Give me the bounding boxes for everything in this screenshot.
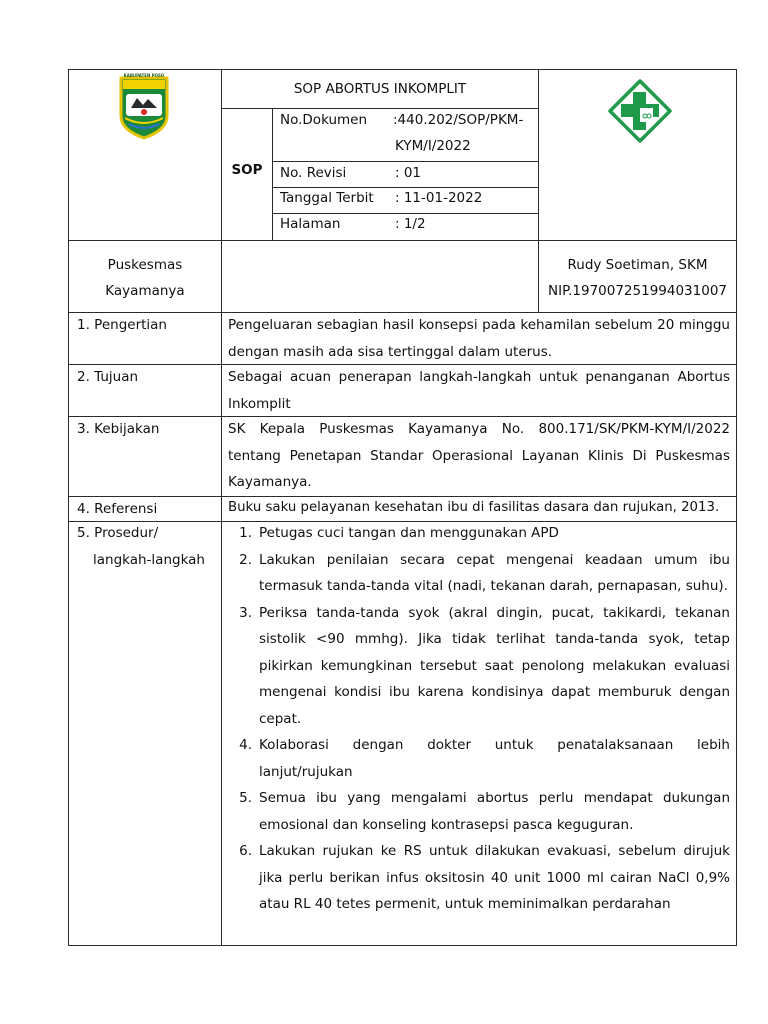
meta-label-no-dokumen: No.Dokumen <box>280 112 368 128</box>
meta-value-tanggal-terbit: : 11-01-2022 <box>395 190 483 206</box>
step-number: 4. <box>239 737 252 753</box>
header-sop-divider <box>272 108 273 240</box>
sop-label: SOP <box>231 162 263 178</box>
step-number: 5. <box>239 790 252 806</box>
section-text-pengertian: Pengeluaran sebagian hasil konsepsi pada kehamilan sebelum 20 minggu dengan masih ada sisa tertinggal dalam uterus. <box>228 317 730 360</box>
row-line-header <box>68 240 737 241</box>
procedure-step <box>228 838 730 918</box>
table-border-bottom <box>68 945 737 946</box>
procedure-step <box>228 600 730 733</box>
step-text: Petugas cuci tangan dan menggunakan APD <box>259 525 559 541</box>
procedure-label-line1: 5. Prosedur/ <box>77 525 159 541</box>
section-text-tujuan: Sebagai acuan penerapan langkah-langkah untuk penanganan Abortus Inkomplit <box>228 369 730 412</box>
procedure-step <box>228 520 730 547</box>
meta-label-tanggal-terbit: Tanggal Terbit <box>280 190 374 206</box>
table-border-right <box>736 69 737 946</box>
meta-label-halaman: Halaman <box>280 216 341 232</box>
section-text-referensi: Buku saku pelayanan kesehatan ibu di fasilitas dasara dan rujukan, 2013. <box>228 500 720 515</box>
meta-value-halaman: : 1/2 <box>395 216 426 232</box>
section-label-kebijakan: 3. Kebijakan <box>77 421 160 437</box>
procedure-step <box>228 785 730 838</box>
meta-value-no-revisi: : 01 <box>395 165 422 181</box>
logo-left-caption: KABUPATEN POSO <box>123 73 165 78</box>
signer-nip: NIP.197007251994031007 <box>547 283 727 299</box>
header-divider-right <box>538 69 539 240</box>
org-name-line2: Kayamanya <box>105 283 185 299</box>
step-number: 2. <box>239 551 252 568</box>
org-divider-left <box>221 240 222 312</box>
meta-value-no-dokumen-line2: KYM/I/2022 <box>395 138 471 154</box>
step-text: Lakukan rujukan ke RS untuk dilakukan evakuasi, sebelum dirujuk jika perlu berikan infus oksitosin 40 unit 1000 ml cairan NaCl 0,9% atau RL 40 tetes permenit, untuk meminimalkan perdarahan <box>259 843 730 912</box>
step-number: 6. <box>239 843 252 859</box>
meta-label-no-revisi: No. Revisi <box>280 165 347 181</box>
org-name-line1: Puskesmas <box>107 257 183 273</box>
step-text: Kolaborasi dengan dokter untuk penatalaksanaan lebih lanjut/rujukan <box>259 737 730 780</box>
step-text: Semua ibu yang mengalami abortus perlu mendapat dukungan emosional dan konseling kontrasepsi pasca keguguran. <box>259 790 730 833</box>
procedure-steps <box>228 520 730 918</box>
section-label-referensi: 4. Referensi <box>77 501 158 517</box>
document-title: SOP ABORTUS INKOMPLIT <box>293 81 467 97</box>
label-column-divider <box>221 312 222 946</box>
meta-value-no-dokumen-line1: :440.202/SOP/PKM- <box>393 112 524 128</box>
procedure-step <box>228 732 730 785</box>
signer-name: Rudy Soetiman, SKM <box>567 257 708 273</box>
section-text-kebijakan: SK Kepala Puskesmas Kayamanya No. 800.171/SK/PKM-KYM/I/2022 tentang Penetapan Standar Operasional Layanan Klinis Di Puskesmas Kayamanya. <box>228 421 730 490</box>
kabupaten-poso-logo <box>117 72 171 140</box>
health-cross-house-icon <box>607 78 673 144</box>
procedure-step <box>228 547 730 600</box>
procedure-label-line2: langkah-langkah <box>93 552 205 568</box>
section-label-pengertian: 1. Pengertian <box>77 317 167 333</box>
step-number: 3. <box>239 604 252 621</box>
step-text: Lakukan penilaian secara cepat mengenai keadaan umum ibu termasuk tanda-tanda vital (nadi, tekanan darah, pernapasan, suhu). <box>259 551 730 594</box>
step-number: 1. <box>239 525 252 541</box>
step-text: Periksa tanda-tanda syok (akral dingin, pucat, takikardi, tekanan sistolik <90 mmhg). Jika tidak terlihat tanda-tanda syok, tetap pikirkan kemungkinan tersebut saat penolong melakukan evaluasi mengenai kondisi ibu karena kondisinya dapat memburuk dengan cepat. <box>259 604 730 727</box>
section-label-tujuan: 2. Tujuan <box>77 369 139 385</box>
table-border-left <box>68 69 69 946</box>
table-border-top <box>68 69 737 70</box>
